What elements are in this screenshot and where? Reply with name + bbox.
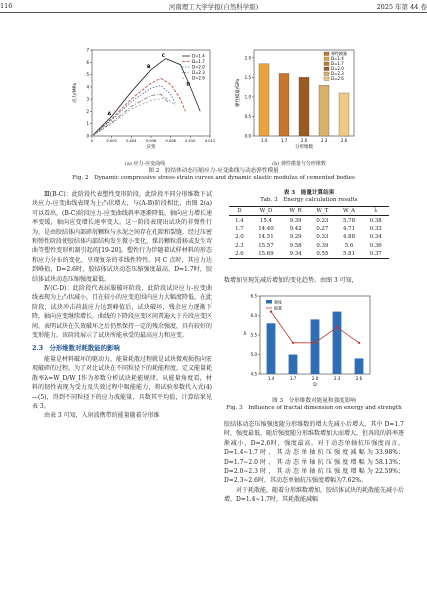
table-header-cell: W_T [309,207,336,216]
bar [319,85,329,136]
bar [355,358,364,374]
table-header-cell: λ [362,207,389,216]
x-axis-label: D [313,383,317,388]
energy-point [292,342,294,344]
right-column-top [224,276,404,285]
table-cell: 14.51 [258,234,274,241]
table-cell: 5.6 [344,242,354,249]
fig2a-label: (a) 应力-应变曲线 [124,161,166,167]
x-tick-label: 1.4 [267,376,275,381]
table-cell: 5.81 [336,250,363,259]
legend-label: D=2.3 [331,71,344,76]
table-cell: 1.7 [235,225,244,232]
legend-swatch [324,62,329,66]
y-axis-label: λ [243,331,247,337]
table-header-cell: W_D [250,207,282,216]
x-axis-label: 分形维数 [295,145,313,150]
bar [267,323,276,374]
fig3 [238,290,388,396]
page-header [0,0,427,13]
energy-point [336,326,338,328]
table-cell: 0.38 [369,217,382,224]
table-row [229,250,389,259]
table3 [224,190,394,259]
curve-point-label: C [161,54,166,60]
section-heading: 2.3 分形维数对耗散能的影响 [32,343,120,352]
bar [279,73,289,136]
table-row [229,233,389,241]
legend-label: D=2.0 [331,66,344,71]
journal-title: 河南理工大学学报(自然科学版) [168,3,259,11]
fig2-caption-en: Fig. 2 Dynamic compressive stress-strain curves and dynamic elastic modulus of cemented bodies [72,175,355,181]
x-tick-label: 1.7 [280,138,288,143]
bar [333,312,342,374]
table-cell: 0.34 [369,234,382,241]
energy-point [270,310,272,312]
y-tick-label: 4.5 [250,371,257,377]
y-tick-label: 0 [86,133,89,139]
energy-point [314,342,316,344]
y-tick-label: 6 [86,59,89,65]
legend-label: D=2.3 [192,70,205,75]
table-cell: 9.34 [282,250,309,259]
y-axis-label: 弹性模量/GPa [236,78,241,108]
curve-point-label: D [186,82,191,88]
fig3-caption-en: Fig. 3 Influence of fractal dimension on energy and strength [226,405,402,411]
energy-table [229,206,389,259]
x-tick-label: 0.006 [145,139,157,143]
table-cell: 15.69 [250,250,282,259]
table-cell: 9.42 [289,225,302,232]
para-stage3: Ⅲ(B-C)：此阶段代表塑性变形阶段，此阶段不同分形维数下试块应力-应变曲线表现为上凸状增大，与(A-B)阶段相比，由图 2(a)可以看出，(B-C)阶段应力-应变曲线斜率逐渐降低，轴向应力增长速率变缓，轴向应变增长速率变大。这一阶段表现出试块的非弹性行为，是由胶结体内部碎屑颗粒与水泥之间存在孔隙和裂缝，经过压密和弹性阶段使胶结体内部结构发生微小变化，煤岩颗粒滑移或发生弯曲等塑性变形机制引起的[19-20]。塑性行为伴随着试样材料的形态和应力分布的变化，呈现复杂的非线性特性。同 C 点时，其应力达到峰值，D=2.6时，胶结体试块动态压缩强度最高，D=1.7时，胶结体试块动态压缩强度最低。 [32,191,213,283]
table-cell: 0.39 [316,242,329,249]
x-axis-label: 应变 [146,145,156,150]
x-tick-label: 2.6 [340,138,348,143]
x-tick-label: 1.7 [289,376,297,381]
fig2b-label: (b) 弹性模量与分形维数 [272,161,326,167]
legend-label: D=1.4 [192,53,205,59]
stress-strain-chart [70,44,220,156]
series-line [92,59,200,136]
table-cell: 0.33 [316,234,329,241]
x-tick-label: 2.3 [333,376,341,381]
bar [339,93,349,136]
y-tick-label: 1.0 [244,94,251,100]
table-cell: 15.4 [259,217,272,224]
x-tick-label: 2.3 [320,138,328,143]
series-line [92,98,176,136]
legend-swatch [324,72,329,76]
x-tick-label: 2.0 [311,376,319,381]
table-cell: 9.58 [289,242,302,249]
issue-info: 2025 年第 44 卷 [376,3,427,11]
legend-label: D=1.7 [331,61,344,66]
legend-swatch [324,57,329,61]
y-axis-label: 应力/MPa [73,83,78,103]
y-tick-label: 3 [86,96,89,102]
table-cell: 0.36 [369,242,382,249]
table3-title-cn: 表 3 能量计算结果 [283,190,335,196]
x-tick-label: 0.012 [204,139,216,143]
legend-swatch [266,300,272,304]
x-tick-label: 2.0 [300,138,308,143]
fig2a [70,44,220,167]
legend-label: D=2.6 [192,75,205,81]
legend-label: D=2.0 [192,64,205,70]
series-line [92,86,176,136]
table-row [229,216,389,225]
table-cell: 0.37 [362,250,389,259]
bar [299,77,309,136]
y-tick-label: 5 [86,72,89,78]
energy-point [358,342,360,344]
table-cell: 4.88 [343,234,356,241]
fig2b [234,44,364,167]
fig2-caption-cn: 图 2 胶结体动态压缩应力-应变曲线与动态弹性模量 [148,168,279,174]
table-cell: 4.71 [343,225,356,232]
y-tick-label: 2.0 [244,55,251,61]
y-tick-label: 5.5 [250,332,257,338]
fig3-caption [224,398,404,412]
bar [311,319,320,374]
legend-swatch [324,67,329,71]
y-tick-label: 0.0 [244,133,251,139]
fig2-caption [20,168,407,182]
y-tick-label: 1 [86,121,89,127]
legend-label: 强度 [274,299,282,305]
table-header-cell: W_R [282,207,309,216]
para-energy: 能量是材料破坏的驱动力，能量耗散过程就是试块微观损伤向宏观破碎的过程。为了对比试块在不同粒径下的耗能程度，定义能量耗散率λ=W_D/W_I作为参数分析试块耗能规律。从能量角度看，材料的韧性表现为受力及失效过程中吸能能力，将试验参数代入式(4)—(5)，得到不同粒径下的应力波能量，具数其平均值，计算结果见表 3。 [32,355,213,410]
table-cell: 9.29 [289,234,302,241]
bar [289,355,298,375]
x-tick-label: 1.4 [260,138,268,143]
table-cell: 14.40 [258,225,274,232]
fig3-caption-cn: 图 3 分形维数对能量和强度影响 [272,398,356,404]
legend-swatch [324,77,329,81]
table-cell: 2.3 [235,242,244,249]
legend-swatch [324,52,329,56]
para-strength: 胶结体动态压缩强度随分形维数的增大先减小后增大，其中 D=1.7时，强度最低，随后强度随分形维数增加大而增大，但各段的斜率逐渐减小，D=2.6时，强度最高。对于动态单轴抗压强度而言，D=1.4~1.7时，其动态单轴抗压强度减幅为33.98%；D=1.7~2.0时，其动态单轴抗压强度增幅为58.13%；D=2.0~2.3时，其动态单轴抗压强度增幅为22.59%；D=2.3~2.6时，其动态单轴抗压强度增幅为7.62%。 [224,421,405,485]
elastic-modulus-chart [234,44,364,156]
table-cell: 0.33 [369,225,382,232]
table3-title-en: Tab. 3 Energy calculation results [260,197,358,203]
y-tick-label: 6.5 [250,293,257,299]
table-row [229,242,389,250]
para-trend: 数增加呈现先减后增加的变化趋势。由图 3 可知， [224,277,358,284]
x-tick-label: 0 [90,139,94,143]
bar [259,64,269,136]
table-cell: 0.23 [316,217,329,224]
table-header-cell: W_A [336,207,363,216]
x-tick-label: 2.6 [355,376,363,381]
para-table-ref: 由表 3 可知，入射波携带的能量随着分形维 [44,412,160,420]
para-dissipation: 对于耗散能，随着分形维数增加，胶结体试块的耗散能先减小后增，D=1.4~1.7时，其耗散能减幅 [224,486,405,504]
x-tick-label: 0.008 [165,139,176,143]
legend-label: D=2.6 [331,76,344,81]
y-tick-label: 0.5 [244,113,251,119]
x-tick-label: 0.004 [126,139,137,143]
x-tick-label: 0.002 [106,139,117,143]
table-header-cell: D [229,207,250,216]
strength-energy-chart [238,290,388,394]
table-cell: 2.6 [229,250,250,259]
y-tick-label: 2 [86,108,89,114]
table-cell: 9.39 [289,217,302,224]
y-tick-label: 4 [86,84,89,90]
left-column [32,190,212,421]
page-number: 116 [0,2,13,10]
y-tick-label: 6.0 [250,313,257,318]
curve-point-label: B [147,65,151,71]
legend-label: 能量 [274,305,282,311]
curve-point-label: A [107,111,112,117]
y-tick-label: 1.5 [244,74,251,80]
table-cell: 0.27 [316,225,329,232]
table-cell: 15.57 [258,242,274,249]
y-tick-label: 7 [86,47,89,53]
right-column-bottom [224,420,404,505]
table-row [229,225,389,233]
y-tick-label: 5.0 [250,352,257,357]
para-stage4: Ⅳ(C-D)：此阶段代表屈服破坏阶段，此阶段试块应力-应变曲线表现为上凸状减小，且在较小的应变范围内应力大幅度降低。在此阶段，试块冲击荷载应力达到峰值后，试块破坏，残余应力逐渐下降，轴向应变继续增长，曲线的下降段应变区间普遍大于升段应变区间，表明试块在失效破坏之后仍然保持一定的残余强度，具有较好的变形能力。该阶段展示了试块所能承受的最高应力和应变。 [32,285,213,340]
legend-label: 弹性模量 [331,51,347,56]
table-cell: 1.4 [235,217,244,224]
x-tick-label: 0.010 [185,139,196,143]
legend-label: D=1.4 [331,56,344,61]
legend-label: D=1.7 [192,59,205,64]
table-cell: 2.0 [235,234,244,241]
table-cell: 0.55 [309,250,336,259]
table-cell: 5.78 [343,217,356,224]
